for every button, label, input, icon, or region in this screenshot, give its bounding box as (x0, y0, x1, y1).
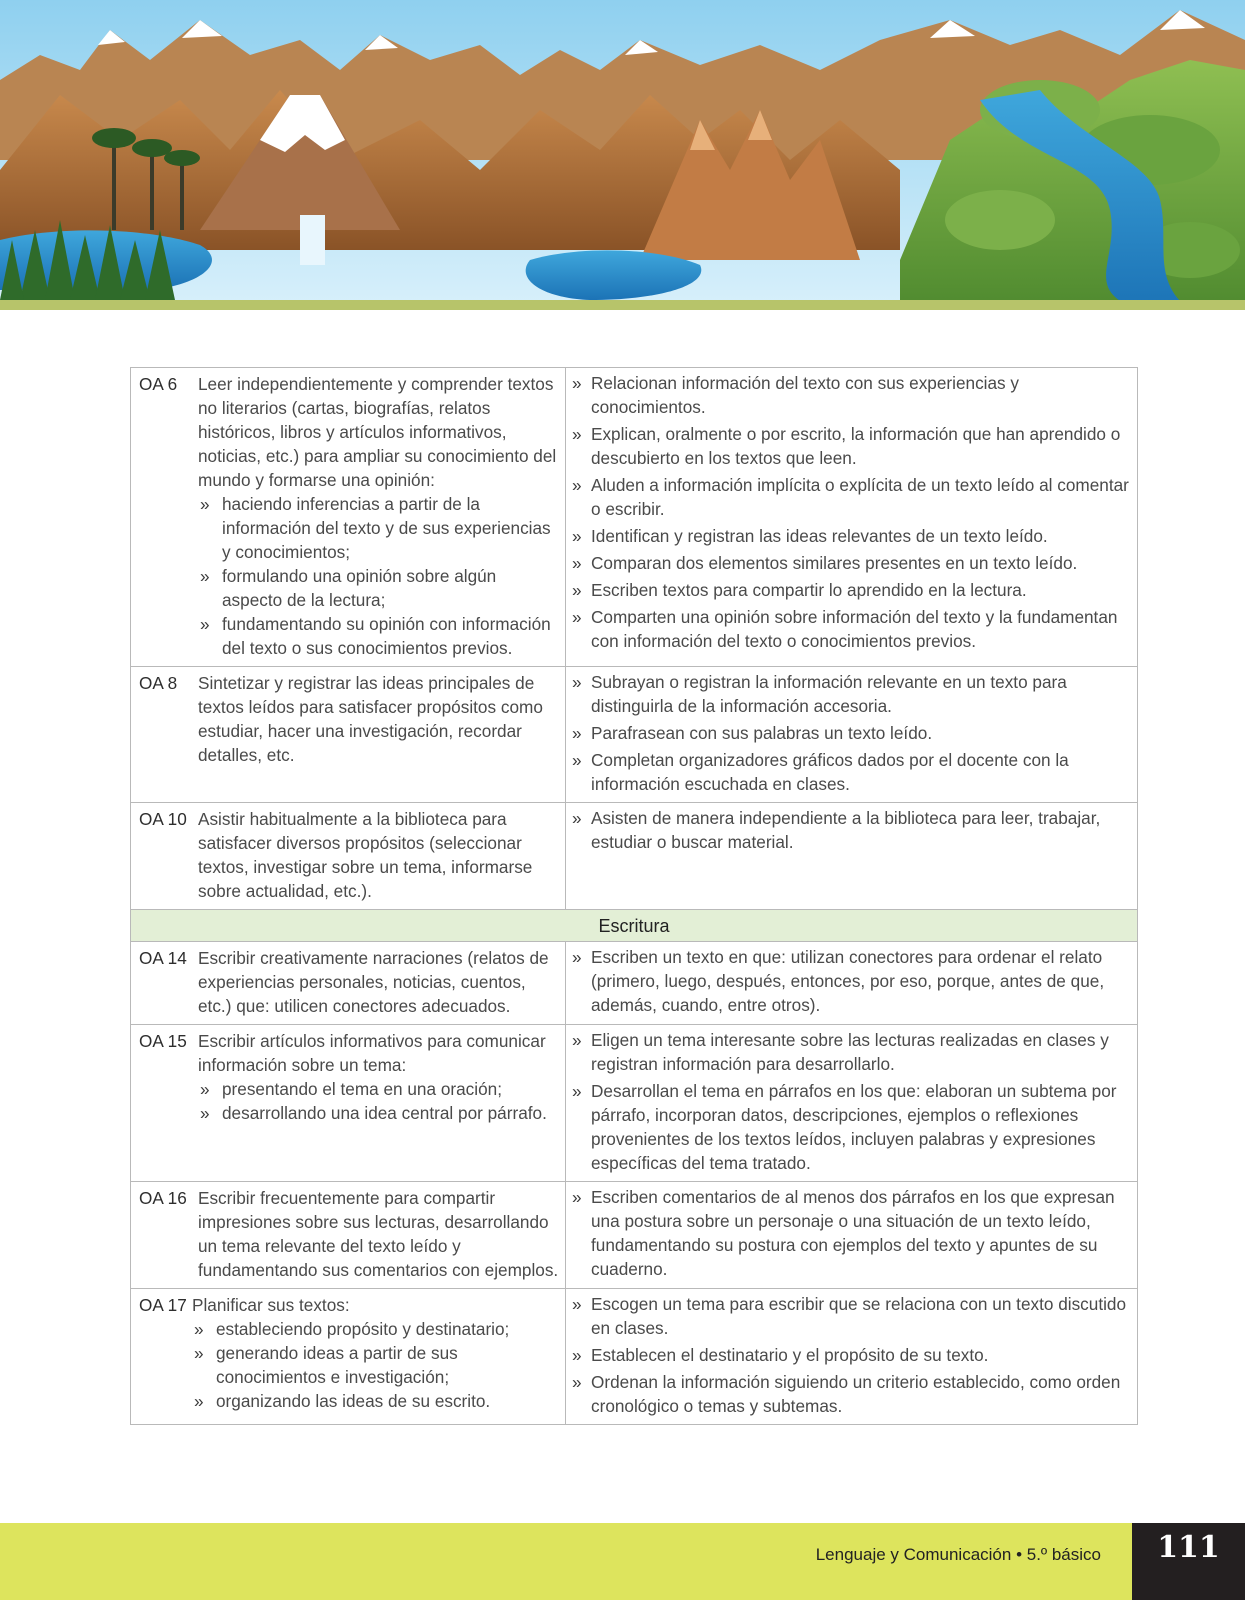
page-number-box (1132, 1523, 1245, 1600)
list-item: » Comparan dos elementos similares presentes en un texto leído. (572, 553, 1078, 573)
indicators-cell (566, 803, 1138, 910)
list-item: » Relacionan información del texto con sus experiencias y conocimientos. (572, 373, 1020, 417)
objective-code: OA 16 (139, 1188, 187, 1208)
indicator-list (572, 1292, 1131, 1418)
objective-code: OA 17 (139, 1295, 187, 1315)
list-item: » estableciendo propósito y destinatario; (194, 1319, 510, 1339)
table-row (131, 368, 1138, 667)
chevron-bullet-icon: » (572, 947, 582, 967)
objective-sublist (198, 1077, 559, 1125)
chevron-bullet-icon: » (200, 614, 210, 634)
chevron-bullet-icon: » (572, 1030, 582, 1050)
table-row (131, 803, 1138, 910)
chevron-bullet-icon: » (200, 1079, 210, 1099)
indicator-list (572, 806, 1131, 854)
landscape-illustration (0, 0, 1245, 310)
list-item: » Establecen el destinatario y el propósito de su texto. (572, 1345, 989, 1365)
chevron-bullet-icon: » (572, 1345, 582, 1365)
chevron-bullet-icon: » (572, 475, 582, 495)
table-row (131, 1289, 1138, 1425)
objective-text: Escribir frecuentemente para compartir impresiones sobre sus lecturas, desarrollando un tema relevante del texto leído y fundamentando sus comentarios con ejemplos. (198, 1188, 559, 1280)
indicator-list (572, 1185, 1131, 1281)
list-item: » organizando las ideas de su escrito. (194, 1391, 491, 1411)
list-item: » Explican, oralmente o por escrito, la información que han aprendido o descubierto en los textos que leen. (572, 424, 1121, 468)
objective-cell (131, 368, 566, 667)
footer-subject: Lenguaje y Comunicación • 5.º básico (815, 1545, 1101, 1564)
chevron-bullet-icon: » (572, 1081, 582, 1101)
chevron-bullet-icon: » (194, 1391, 204, 1411)
page-number: 111 (1157, 1530, 1220, 1565)
chevron-bullet-icon: » (572, 1187, 582, 1207)
objective-code: OA 15 (139, 1031, 187, 1051)
chevron-bullet-icon: » (572, 373, 582, 393)
list-item: » Comparten una opinión sobre información del texto y la fundamentan con información del texto o conocimientos previos. (572, 607, 1118, 651)
chevron-bullet-icon: » (572, 580, 582, 600)
indicator-list (572, 371, 1131, 653)
objective-sublist (192, 1317, 559, 1413)
list-item: » haciendo inferencias a partir de la información del texto y de sus experiencias y conocimientos; (200, 494, 551, 562)
list-item: » Completan organizadores gráficos dados por el docente con la información escuchada en clases. (572, 750, 1069, 794)
objective-cell (131, 667, 566, 803)
objective-cell (131, 1182, 566, 1289)
page-footer (0, 1523, 1245, 1600)
chevron-bullet-icon: » (572, 553, 582, 573)
objective-text: Escribir artículos informativos para comunicar información sobre un tema: (198, 1031, 546, 1075)
indicators-cell (566, 368, 1138, 667)
list-item: » Subrayan o registran la información relevante en un texto para distinguirla de la información accesoria. (572, 672, 1067, 716)
indicators-cell (566, 1289, 1138, 1425)
chevron-bullet-icon: » (200, 566, 210, 586)
list-item: » Ordenan la información siguiendo un criterio establecido, como orden cronológico o temas y subtemas. (572, 1372, 1121, 1416)
chevron-bullet-icon: » (194, 1343, 204, 1363)
list-item: » Desarrollan el tema en párrafos en los que: elaboran un subtema por párrafo, incorporan datos, descripciones, ejemplos o reflexiones provenientes de los textos leídos, incluyen palabras y expresiones específicas del tema tratado. (572, 1081, 1117, 1173)
objective-cell (131, 942, 566, 1025)
objective-cell (131, 803, 566, 910)
list-item: » fundamentando su opinión con información del texto o sus conocimientos previos. (200, 614, 551, 658)
chevron-bullet-icon: » (572, 424, 582, 444)
list-item: » Escriben comentarios de al menos dos párrafos en los que expresan una postura sobre un personaje o una situación de un texto leído, fundamentando su postura con ejemplos del texto y apuntes de su cuaderno. (572, 1187, 1115, 1279)
objective-code: OA 10 (139, 809, 187, 829)
list-item: » Escriben textos para compartir lo aprendido en la lectura. (572, 580, 1027, 600)
list-item: » Eligen un tema interesante sobre las lecturas realizadas en clases y registran información para desarrollarlo. (572, 1030, 1109, 1074)
objective-code: OA 8 (139, 673, 178, 693)
objective-text: Escribir creativamente narraciones (relatos de experiencias personales, noticias, cuentos, etc.) que: utilicen conectores adecuados. (198, 948, 549, 1016)
list-item: » Parafrasean con sus palabras un texto leído. (572, 723, 933, 743)
indicator-list (572, 1028, 1131, 1175)
objective-text: Planificar sus textos: (192, 1295, 350, 1315)
objective-sublist (198, 492, 559, 660)
table-row (131, 1025, 1138, 1182)
list-item: » Escogen un tema para escribir que se relaciona con un texto discutido en clases. (572, 1294, 1127, 1338)
chevron-bullet-icon: » (572, 750, 582, 770)
indicators-cell (566, 667, 1138, 803)
list-item: » Identifican y registran las ideas relevantes de un texto leído. (572, 526, 1048, 546)
chevron-bullet-icon: » (572, 672, 582, 692)
list-item: » Escriben un texto en que: utilizan conectores para ordenar el relato (primero, luego, después, entonces, por eso, porque, antes de que, además, cuando, entre otros). (572, 947, 1105, 1015)
objective-text: Sintetizar y registrar las ideas principales de textos leídos para satisfacer propósitos como estudiar, hacer una investigación, recordar detalles, etc. (198, 673, 543, 765)
chevron-bullet-icon: » (194, 1319, 204, 1339)
list-item: » desarrollando una idea central por párrafo. (200, 1103, 547, 1123)
table-row (131, 942, 1138, 1025)
table-row (131, 667, 1138, 803)
section-title: Escritura (131, 910, 1138, 942)
objective-text: Asistir habitualmente a la biblioteca para satisfacer diversos propósitos (seleccionar textos, investigar sobre un tema, informarse sobre actualidad, etc.). (198, 809, 533, 901)
section-header-row (131, 910, 1138, 942)
list-item: » Asisten de manera independiente a la biblioteca para leer, trabajar, estudiar o buscar material. (572, 808, 1101, 852)
chevron-bullet-icon: » (200, 1103, 210, 1123)
list-item: » Aluden a información implícita o explícita de un texto leído al comentar o escribir. (572, 475, 1129, 519)
indicators-cell (566, 1025, 1138, 1182)
chevron-bullet-icon: » (572, 526, 582, 546)
list-item: » presentando el tema en una oración; (200, 1079, 502, 1099)
indicators-cell (566, 1182, 1138, 1289)
objective-cell (131, 1025, 566, 1182)
objective-cell (131, 1289, 566, 1425)
chevron-bullet-icon: » (572, 808, 582, 828)
indicators-cell (566, 942, 1138, 1025)
chevron-bullet-icon: » (572, 607, 582, 627)
chevron-bullet-icon: » (200, 494, 210, 514)
objectives-table (130, 367, 1138, 1425)
chevron-bullet-icon: » (572, 1294, 582, 1314)
objective-text: Leer independientemente y comprender textos no literarios (cartas, biografías, relatos históricos, libros y artículos informativos, noticias, etc.) para ampliar su conocimiento del mundo y formarse una opinión: (198, 374, 557, 490)
chevron-bullet-icon: » (572, 1372, 582, 1392)
list-item: » generando ideas a partir de sus conocimientos e investigación; (194, 1343, 458, 1387)
table-row (131, 1182, 1138, 1289)
indicator-list (572, 945, 1131, 1017)
chevron-bullet-icon: » (572, 723, 582, 743)
list-item: » formulando una opinión sobre algún aspecto de la lectura; (200, 566, 497, 610)
indicator-list (572, 670, 1131, 796)
objective-code: OA 6 (139, 374, 178, 394)
objective-code: OA 14 (139, 948, 187, 968)
